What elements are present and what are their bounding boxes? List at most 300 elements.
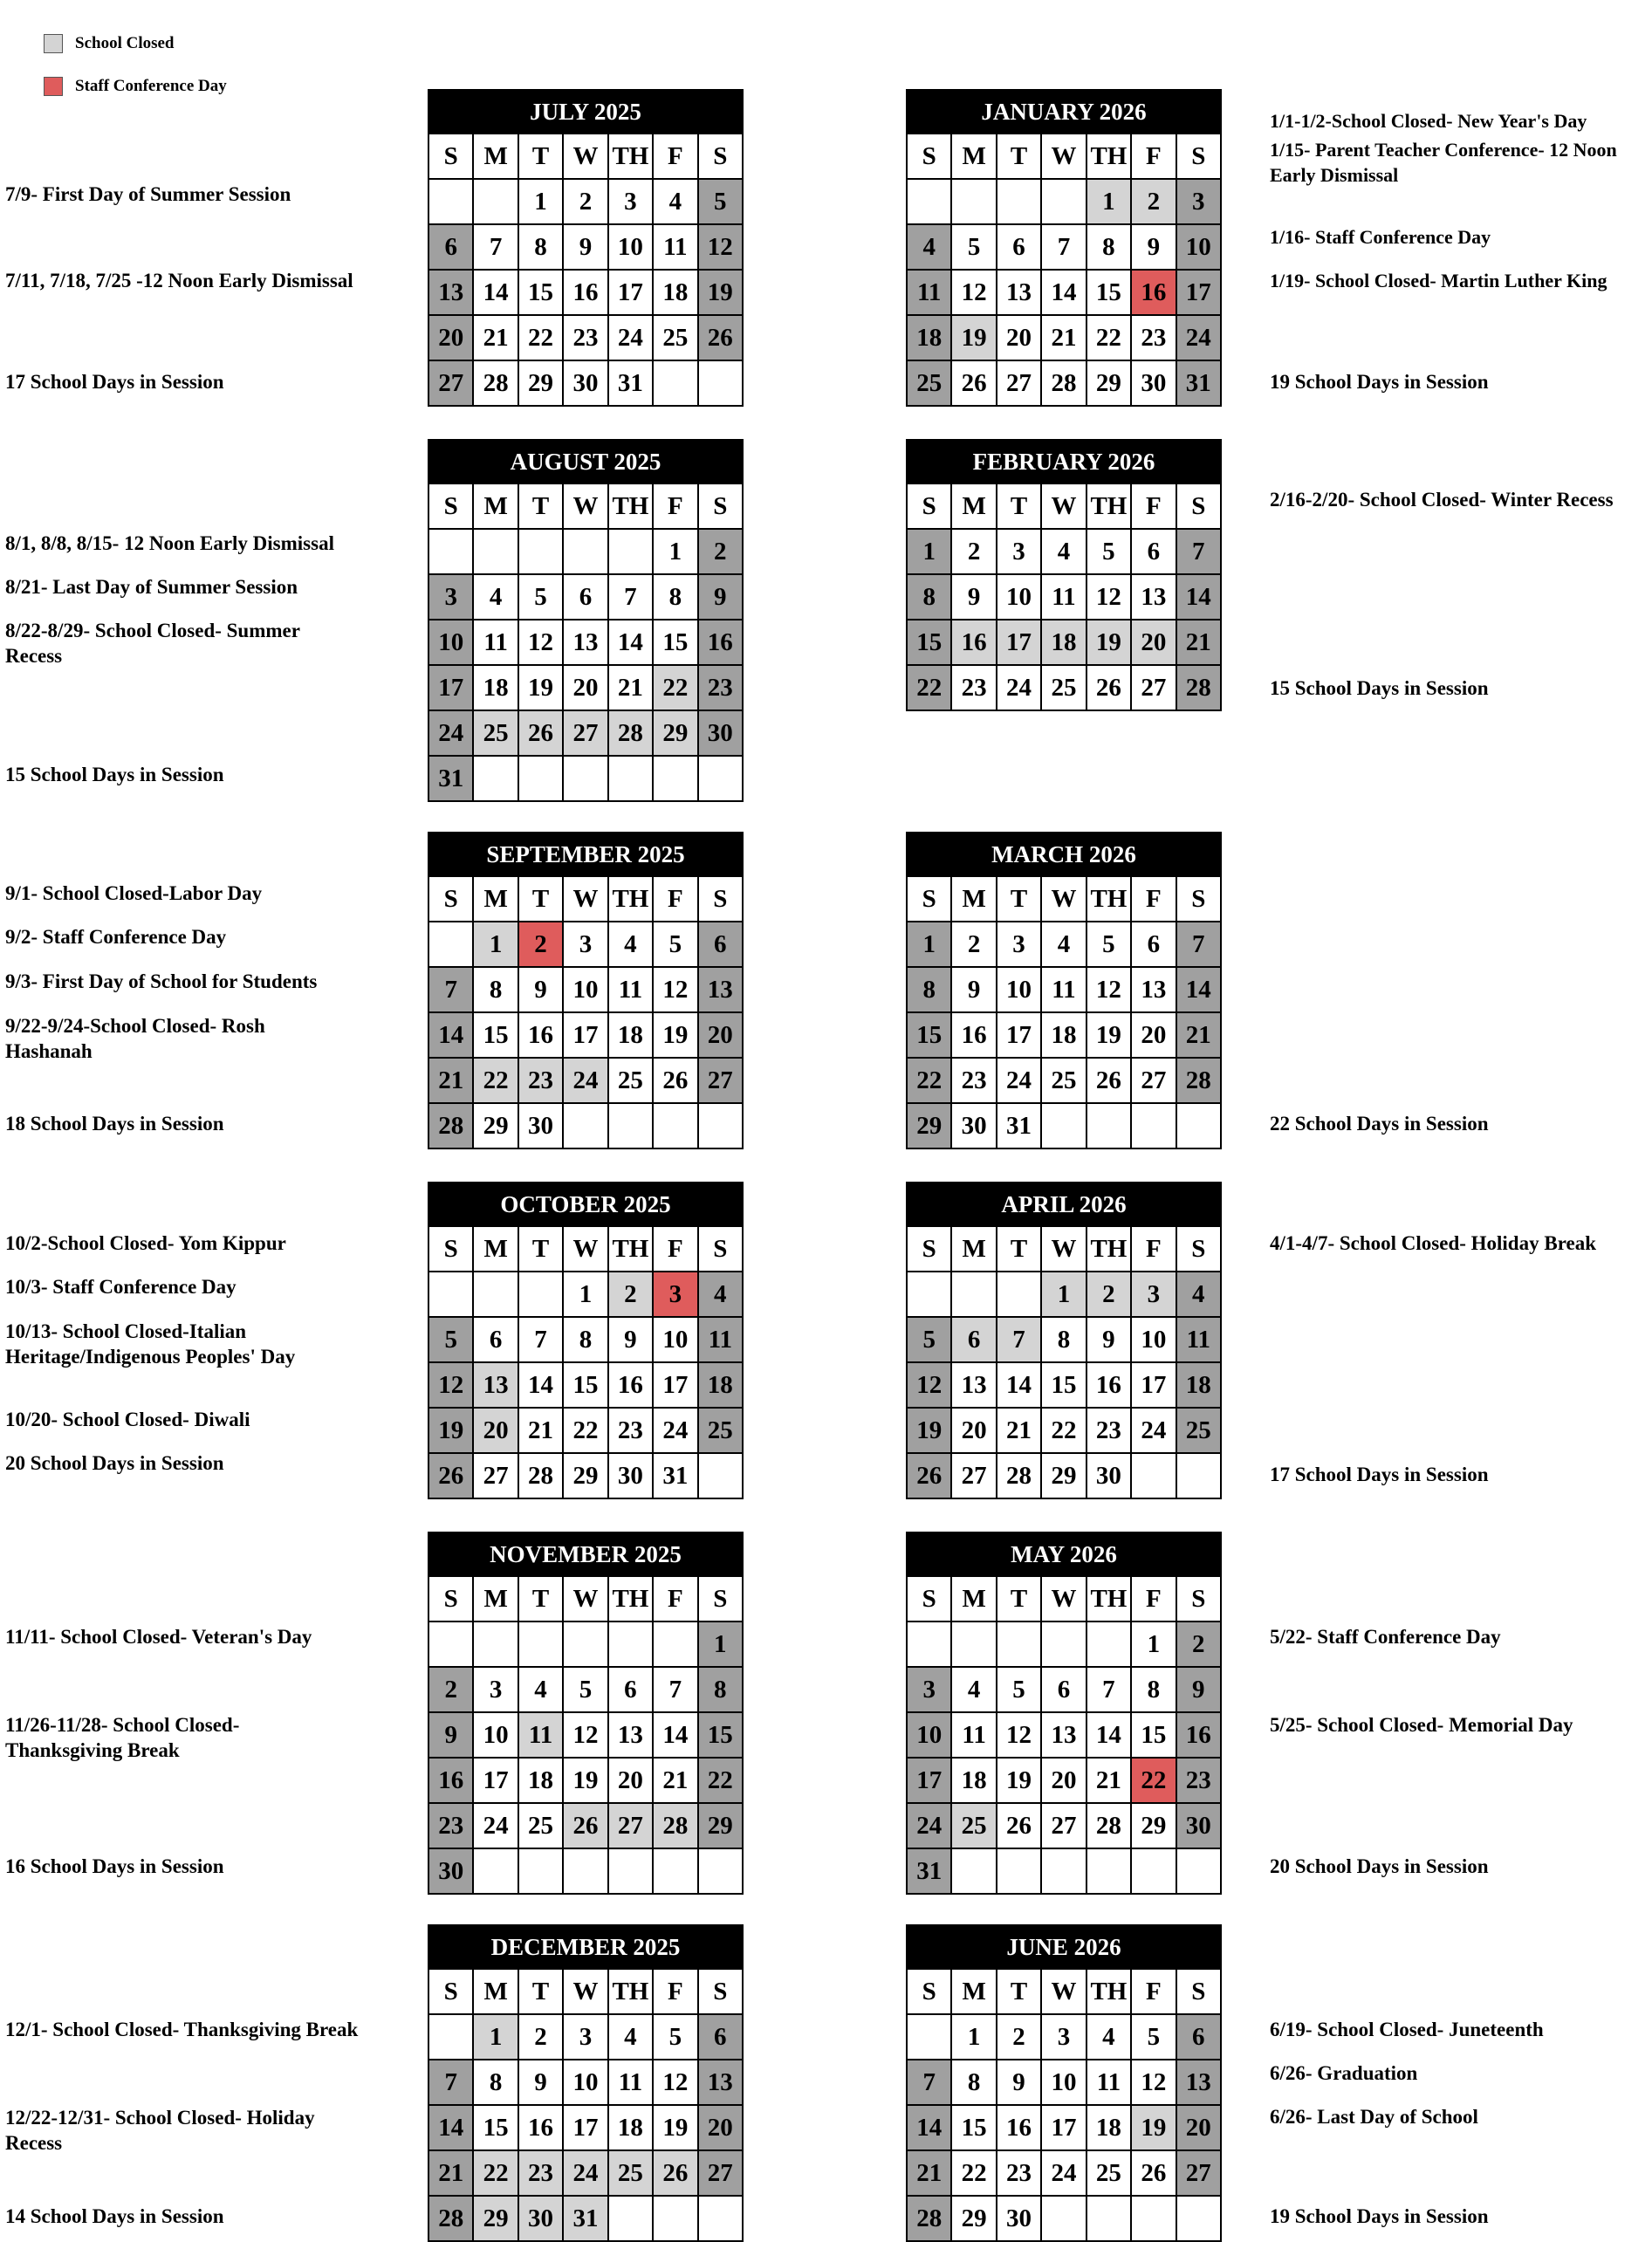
- month-title: MARCH 2026: [907, 833, 1221, 876]
- note-aug-2: 8/21- Last Day of Summer Session: [5, 576, 298, 598]
- day-cell: 17: [1176, 270, 1221, 315]
- legend-swatch-conference: [44, 77, 63, 96]
- day-cell: 7: [1176, 922, 1221, 967]
- note-aug-days: 15 School Days in Session: [5, 764, 224, 785]
- day-cell: 1: [563, 1272, 607, 1317]
- day-cell: 4: [1086, 2014, 1131, 2060]
- day-cell: 24: [1131, 1408, 1176, 1453]
- day-cell: 9: [518, 967, 563, 1012]
- day-cell: 27: [951, 1453, 996, 1498]
- day-cell: 30: [608, 1453, 653, 1498]
- week-row: [428, 2150, 743, 2196]
- note-jan-1: 1/1-1/2-School Closed- New Year's Day: [1270, 110, 1587, 132]
- day-cell: 11: [951, 1712, 996, 1758]
- weekday-header: F: [1131, 1576, 1176, 1622]
- day-cell: 2: [1176, 1622, 1221, 1667]
- week-row: [428, 1712, 743, 1758]
- day-cell: 2: [1131, 179, 1176, 224]
- day-cell: 27: [608, 1803, 653, 1848]
- note-may-days: 20 School Days in Session: [1270, 1855, 1489, 1877]
- day-cell: 22: [1131, 1758, 1176, 1803]
- day-cell: 19: [563, 1758, 607, 1803]
- day-cell: 26: [653, 2150, 697, 2196]
- weekday-header: F: [1131, 483, 1176, 529]
- day-cell: 5: [1086, 529, 1131, 574]
- day-cell: 19: [698, 270, 743, 315]
- day-cell: 7: [473, 224, 518, 270]
- day-cell: 11: [698, 1317, 743, 1362]
- day-cell: 29: [951, 2196, 996, 2241]
- weekday-header: TH: [1086, 1969, 1131, 2014]
- day-cell: 21: [907, 2150, 951, 2196]
- day-cell: 17: [563, 2105, 607, 2150]
- empty-day-cell: [518, 1622, 563, 1667]
- day-cell: 26: [1086, 1058, 1131, 1103]
- day-cell: 23: [1176, 1758, 1221, 1803]
- week-row: [907, 315, 1221, 360]
- day-cell: 15: [473, 1012, 518, 1058]
- week-row: [907, 967, 1221, 1012]
- day-cell: 14: [428, 1012, 473, 1058]
- day-cell: 16: [518, 1012, 563, 1058]
- calendar-december-2025: [428, 1924, 744, 2242]
- note-sep-2: 9/2- Staff Conference Day: [5, 926, 227, 948]
- day-cell: 30: [428, 1848, 473, 1894]
- day-cell: 11: [1041, 574, 1086, 620]
- week-row: [907, 1058, 1221, 1103]
- day-cell: 3: [997, 922, 1041, 967]
- day-cell: 10: [997, 574, 1041, 620]
- day-cell: 11: [907, 270, 951, 315]
- day-cell: 24: [907, 1803, 951, 1848]
- day-cell: 8: [907, 574, 951, 620]
- day-cell: 28: [518, 1453, 563, 1498]
- note-jan-3: 1/16- Staff Conference Day: [1270, 226, 1491, 248]
- weekday-header: TH: [608, 1576, 653, 1622]
- day-cell: 20: [428, 315, 473, 360]
- day-cell: 30: [518, 2196, 563, 2241]
- weekday-header: S: [698, 134, 743, 179]
- empty-day-cell: [563, 1103, 607, 1148]
- day-cell: 13: [1131, 967, 1176, 1012]
- weekday-header: F: [653, 134, 697, 179]
- day-cell: 6: [428, 224, 473, 270]
- note-jun-2: 6/26- Graduation: [1270, 2062, 1418, 2084]
- note-nov-days: 16 School Days in Session: [5, 1855, 224, 1877]
- legend-staff-conference: [44, 77, 227, 96]
- day-cell: 1: [518, 179, 563, 224]
- calendar-june-2026: [906, 1924, 1222, 2242]
- day-cell: 16: [997, 2105, 1041, 2150]
- weekday-header: S: [698, 1969, 743, 2014]
- day-cell: 1: [1086, 179, 1131, 224]
- weekday-header: T: [997, 876, 1041, 922]
- day-cell: 28: [1176, 1058, 1221, 1103]
- week-row: [907, 922, 1221, 967]
- day-cell: 3: [563, 2014, 607, 2060]
- weekday-header: M: [473, 1576, 518, 1622]
- day-cell: 10: [653, 1317, 697, 1362]
- note-jan-2: 1/15- Parent Teacher Conference- 12 Noon Early Dismissal: [1270, 139, 1617, 186]
- day-cell: 18: [1086, 2105, 1131, 2150]
- day-cell: 9: [428, 1712, 473, 1758]
- weekday-header: S: [428, 1226, 473, 1272]
- day-cell: 18: [608, 1012, 653, 1058]
- weekday-header: TH: [608, 134, 653, 179]
- day-cell: 20: [1131, 620, 1176, 665]
- day-cell: 15: [1086, 270, 1131, 315]
- day-cell: 6: [1041, 1667, 1086, 1712]
- empty-day-cell: [1131, 1103, 1176, 1148]
- day-cell: 14: [1041, 270, 1086, 315]
- day-cell: 12: [653, 2060, 697, 2105]
- empty-day-cell: [1086, 2196, 1131, 2241]
- day-cell: 14: [997, 1362, 1041, 1408]
- day-cell: 5: [518, 574, 563, 620]
- day-cell: 13: [951, 1362, 996, 1408]
- day-cell: 29: [1131, 1803, 1176, 1848]
- day-cell: 2: [698, 529, 743, 574]
- day-cell: 12: [997, 1712, 1041, 1758]
- day-cell: 27: [1131, 665, 1176, 710]
- empty-day-cell: [1176, 1848, 1221, 1894]
- day-cell: 27: [563, 710, 607, 756]
- week-row: [907, 1622, 1221, 1667]
- day-cell: 29: [473, 2196, 518, 2241]
- weekday-header: S: [907, 1969, 951, 2014]
- weekday-header: M: [951, 134, 996, 179]
- weekday-header: S: [428, 876, 473, 922]
- day-cell: 2: [518, 2014, 563, 2060]
- note-feb-days: 15 School Days in Session: [1270, 677, 1489, 699]
- note-mar-days: 22 School Days in Session: [1270, 1113, 1489, 1135]
- empty-day-cell: [563, 529, 607, 574]
- empty-day-cell: [428, 922, 473, 967]
- month-title: APRIL 2026: [907, 1183, 1221, 1226]
- day-cell: 12: [518, 620, 563, 665]
- weekday-header: M: [473, 483, 518, 529]
- day-cell: 22: [907, 1058, 951, 1103]
- day-cell: 30: [563, 360, 607, 406]
- day-cell: 27: [1131, 1058, 1176, 1103]
- calendar-april-2026: [906, 1182, 1222, 1499]
- day-cell: 31: [907, 1848, 951, 1894]
- day-cell: 13: [563, 620, 607, 665]
- day-cell: 11: [518, 1712, 563, 1758]
- day-cell: 20: [698, 1012, 743, 1058]
- day-cell: 1: [1131, 1622, 1176, 1667]
- day-cell: 24: [997, 665, 1041, 710]
- empty-day-cell: [951, 1622, 996, 1667]
- month-title: DECEMBER 2025: [428, 1925, 743, 1969]
- week-row: [428, 1058, 743, 1103]
- day-cell: 21: [1041, 315, 1086, 360]
- day-cell: 23: [428, 1803, 473, 1848]
- day-cell: 26: [653, 1058, 697, 1103]
- day-cell: 6: [951, 1317, 996, 1362]
- weekday-header: F: [653, 876, 697, 922]
- day-cell: 19: [951, 315, 996, 360]
- day-cell: 7: [608, 574, 653, 620]
- day-cell: 21: [997, 1408, 1041, 1453]
- day-cell: 7: [997, 1317, 1041, 1362]
- day-cell: 3: [563, 922, 607, 967]
- empty-day-cell: [563, 1622, 607, 1667]
- day-cell: 24: [1176, 315, 1221, 360]
- note-sep-4: 9/22-9/24-School Closed- Rosh Hashanah: [5, 1015, 265, 1062]
- empty-day-cell: [653, 2196, 697, 2241]
- week-row: [428, 1848, 743, 1894]
- day-cell: 30: [698, 710, 743, 756]
- day-cell: 17: [997, 1012, 1041, 1058]
- day-cell: 9: [1131, 224, 1176, 270]
- day-cell: 8: [907, 967, 951, 1012]
- weekday-header: F: [1131, 1226, 1176, 1272]
- day-cell: 31: [1176, 360, 1221, 406]
- day-cell: 15: [563, 1362, 607, 1408]
- empty-day-cell: [1086, 1103, 1131, 1148]
- day-cell: 9: [1176, 1667, 1221, 1712]
- day-cell: 20: [997, 315, 1041, 360]
- empty-day-cell: [518, 1848, 563, 1894]
- day-cell: 4: [951, 1667, 996, 1712]
- day-cell: 8: [473, 967, 518, 1012]
- day-cell: 4: [698, 1272, 743, 1317]
- day-cell: 9: [518, 2060, 563, 2105]
- day-cell: 14: [428, 2105, 473, 2150]
- day-cell: 4: [653, 179, 697, 224]
- day-cell: 28: [428, 2196, 473, 2241]
- week-row: [907, 1103, 1221, 1148]
- day-cell: 12: [1086, 574, 1131, 620]
- legend-school-closed: [44, 34, 175, 53]
- note-aug-3: 8/22-8/29- School Closed- Summer Recess: [5, 620, 300, 667]
- week-row: [428, 1667, 743, 1712]
- day-cell: 2: [997, 2014, 1041, 2060]
- week-row: [428, 224, 743, 270]
- empty-day-cell: [608, 1622, 653, 1667]
- day-cell: 27: [698, 2150, 743, 2196]
- day-cell: 11: [608, 967, 653, 1012]
- legend-label: School Closed: [75, 34, 175, 52]
- week-row: [428, 529, 743, 574]
- week-row: [428, 1453, 743, 1498]
- day-cell: 5: [951, 224, 996, 270]
- day-cell: 16: [698, 620, 743, 665]
- empty-day-cell: [1086, 1622, 1131, 1667]
- day-cell: 5: [653, 922, 697, 967]
- day-cell: 4: [473, 574, 518, 620]
- day-cell: 30: [1086, 1453, 1131, 1498]
- day-cell: 6: [698, 922, 743, 967]
- day-cell: 28: [608, 710, 653, 756]
- weekday-header: W: [1041, 483, 1086, 529]
- day-cell: 8: [698, 1667, 743, 1712]
- weekday-header: TH: [608, 483, 653, 529]
- day-cell: 25: [653, 315, 697, 360]
- weekday-header: F: [653, 1226, 697, 1272]
- empty-day-cell: [907, 179, 951, 224]
- day-cell: 9: [563, 224, 607, 270]
- weekday-header: W: [563, 134, 607, 179]
- calendar-august-2025: [428, 439, 744, 802]
- week-row: [428, 710, 743, 756]
- day-cell: 21: [1176, 620, 1221, 665]
- weekday-header: TH: [608, 1226, 653, 1272]
- day-cell: 30: [1131, 360, 1176, 406]
- day-cell: 23: [1086, 1408, 1131, 1453]
- day-cell: 19: [428, 1408, 473, 1453]
- day-cell: 31: [653, 1453, 697, 1498]
- day-cell: 15: [907, 1012, 951, 1058]
- day-cell: 23: [951, 665, 996, 710]
- day-cell: 1: [473, 2014, 518, 2060]
- day-cell: 20: [608, 1758, 653, 1803]
- week-row: [907, 360, 1221, 406]
- empty-day-cell: [1131, 1453, 1176, 1498]
- day-cell: 21: [608, 665, 653, 710]
- week-row: [907, 574, 1221, 620]
- day-cell: 13: [698, 967, 743, 1012]
- day-cell: 1: [907, 922, 951, 967]
- week-row: [907, 620, 1221, 665]
- weekday-header: TH: [1086, 876, 1131, 922]
- calendar-may-2026: [906, 1532, 1222, 1895]
- day-cell: 17: [997, 620, 1041, 665]
- weekday-header: T: [518, 483, 563, 529]
- day-cell: 1: [653, 529, 697, 574]
- month-title: JULY 2025: [428, 90, 743, 134]
- weekday-header: S: [1176, 483, 1221, 529]
- day-cell: 26: [518, 710, 563, 756]
- week-row: [907, 1803, 1221, 1848]
- day-cell: 17: [563, 1012, 607, 1058]
- empty-day-cell: [473, 756, 518, 801]
- day-cell: 11: [1086, 2060, 1131, 2105]
- weekday-header: M: [951, 1969, 996, 2014]
- day-cell: 21: [428, 2150, 473, 2196]
- day-cell: 28: [1041, 360, 1086, 406]
- day-cell: 24: [473, 1803, 518, 1848]
- day-cell: 20: [1131, 1012, 1176, 1058]
- day-cell: 16: [563, 270, 607, 315]
- weekday-header: TH: [608, 876, 653, 922]
- day-cell: 6: [608, 1667, 653, 1712]
- empty-day-cell: [518, 1272, 563, 1317]
- day-cell: 12: [698, 224, 743, 270]
- day-cell: 22: [563, 1408, 607, 1453]
- day-cell: 11: [1041, 967, 1086, 1012]
- day-cell: 25: [907, 360, 951, 406]
- week-row: [428, 574, 743, 620]
- day-cell: 2: [563, 179, 607, 224]
- note-jan-4: 1/19- School Closed- Martin Luther King: [1270, 270, 1607, 291]
- day-cell: 9: [997, 2060, 1041, 2105]
- day-cell: 26: [1131, 2150, 1176, 2196]
- empty-day-cell: [1131, 2196, 1176, 2241]
- weekday-header: S: [428, 483, 473, 529]
- week-row: [428, 2196, 743, 2241]
- day-cell: 26: [563, 1803, 607, 1848]
- empty-day-cell: [1041, 179, 1086, 224]
- note-jul-days: 17 School Days in Session: [5, 371, 224, 393]
- weekday-header: T: [997, 1226, 1041, 1272]
- weekday-header: T: [518, 134, 563, 179]
- note-oct-4: 10/20- School Closed- Diwali: [5, 1409, 250, 1430]
- note-feb-1: 2/16-2/20- School Closed- Winter Recess: [1270, 489, 1614, 511]
- empty-day-cell: [653, 1622, 697, 1667]
- day-cell: 28: [428, 1103, 473, 1148]
- day-cell: 25: [698, 1408, 743, 1453]
- day-cell: 3: [1131, 1272, 1176, 1317]
- day-cell: 15: [907, 620, 951, 665]
- day-cell: 8: [1131, 1667, 1176, 1712]
- weekday-header: S: [1176, 1576, 1221, 1622]
- week-row: [907, 179, 1221, 224]
- day-cell: 5: [907, 1317, 951, 1362]
- day-cell: 21: [1176, 1012, 1221, 1058]
- week-row: [907, 1667, 1221, 1712]
- weekday-header: F: [1131, 1969, 1176, 2014]
- day-cell: 28: [1176, 665, 1221, 710]
- day-cell: 18: [1041, 1012, 1086, 1058]
- day-cell: 24: [428, 710, 473, 756]
- day-cell: 2: [951, 529, 996, 574]
- day-cell: 12: [653, 967, 697, 1012]
- day-cell: 20: [563, 665, 607, 710]
- empty-day-cell: [907, 2014, 951, 2060]
- empty-day-cell: [473, 1848, 518, 1894]
- day-cell: 26: [951, 360, 996, 406]
- weekday-header: TH: [1086, 1226, 1131, 1272]
- day-cell: 17: [907, 1758, 951, 1803]
- day-cell: 23: [951, 1058, 996, 1103]
- day-cell: 22: [1041, 1408, 1086, 1453]
- month-title: OCTOBER 2025: [428, 1183, 743, 1226]
- day-cell: 12: [1131, 2060, 1176, 2105]
- weekday-header: T: [997, 134, 1041, 179]
- day-cell: 25: [1041, 665, 1086, 710]
- day-cell: 24: [653, 1408, 697, 1453]
- empty-day-cell: [608, 529, 653, 574]
- empty-day-cell: [473, 1272, 518, 1317]
- day-cell: 9: [951, 967, 996, 1012]
- day-cell: 7: [428, 2060, 473, 2105]
- week-row: [907, 1712, 1221, 1758]
- month-title: FEBRUARY 2026: [907, 440, 1221, 483]
- day-cell: 13: [428, 270, 473, 315]
- weekday-header: S: [1176, 1226, 1221, 1272]
- day-cell: 5: [1131, 2014, 1176, 2060]
- day-cell: 24: [997, 1058, 1041, 1103]
- calendar-september-2025: [428, 832, 744, 1149]
- day-cell: 9: [698, 574, 743, 620]
- note-dec-2: 12/22-12/31- School Closed- Holiday Recess: [5, 2107, 315, 2154]
- day-cell: 29: [1086, 360, 1131, 406]
- weekday-header: M: [473, 134, 518, 179]
- weekday-header: T: [997, 1969, 1041, 2014]
- day-cell: 8: [1086, 224, 1131, 270]
- weekday-header: M: [473, 1226, 518, 1272]
- day-cell: 21: [428, 1058, 473, 1103]
- calendar-february-2026: [906, 439, 1222, 711]
- day-cell: 18: [698, 1362, 743, 1408]
- weekday-header: M: [473, 876, 518, 922]
- day-cell: 23: [518, 1058, 563, 1103]
- week-row: [907, 1408, 1221, 1453]
- week-row: [907, 2060, 1221, 2105]
- week-row: [428, 967, 743, 1012]
